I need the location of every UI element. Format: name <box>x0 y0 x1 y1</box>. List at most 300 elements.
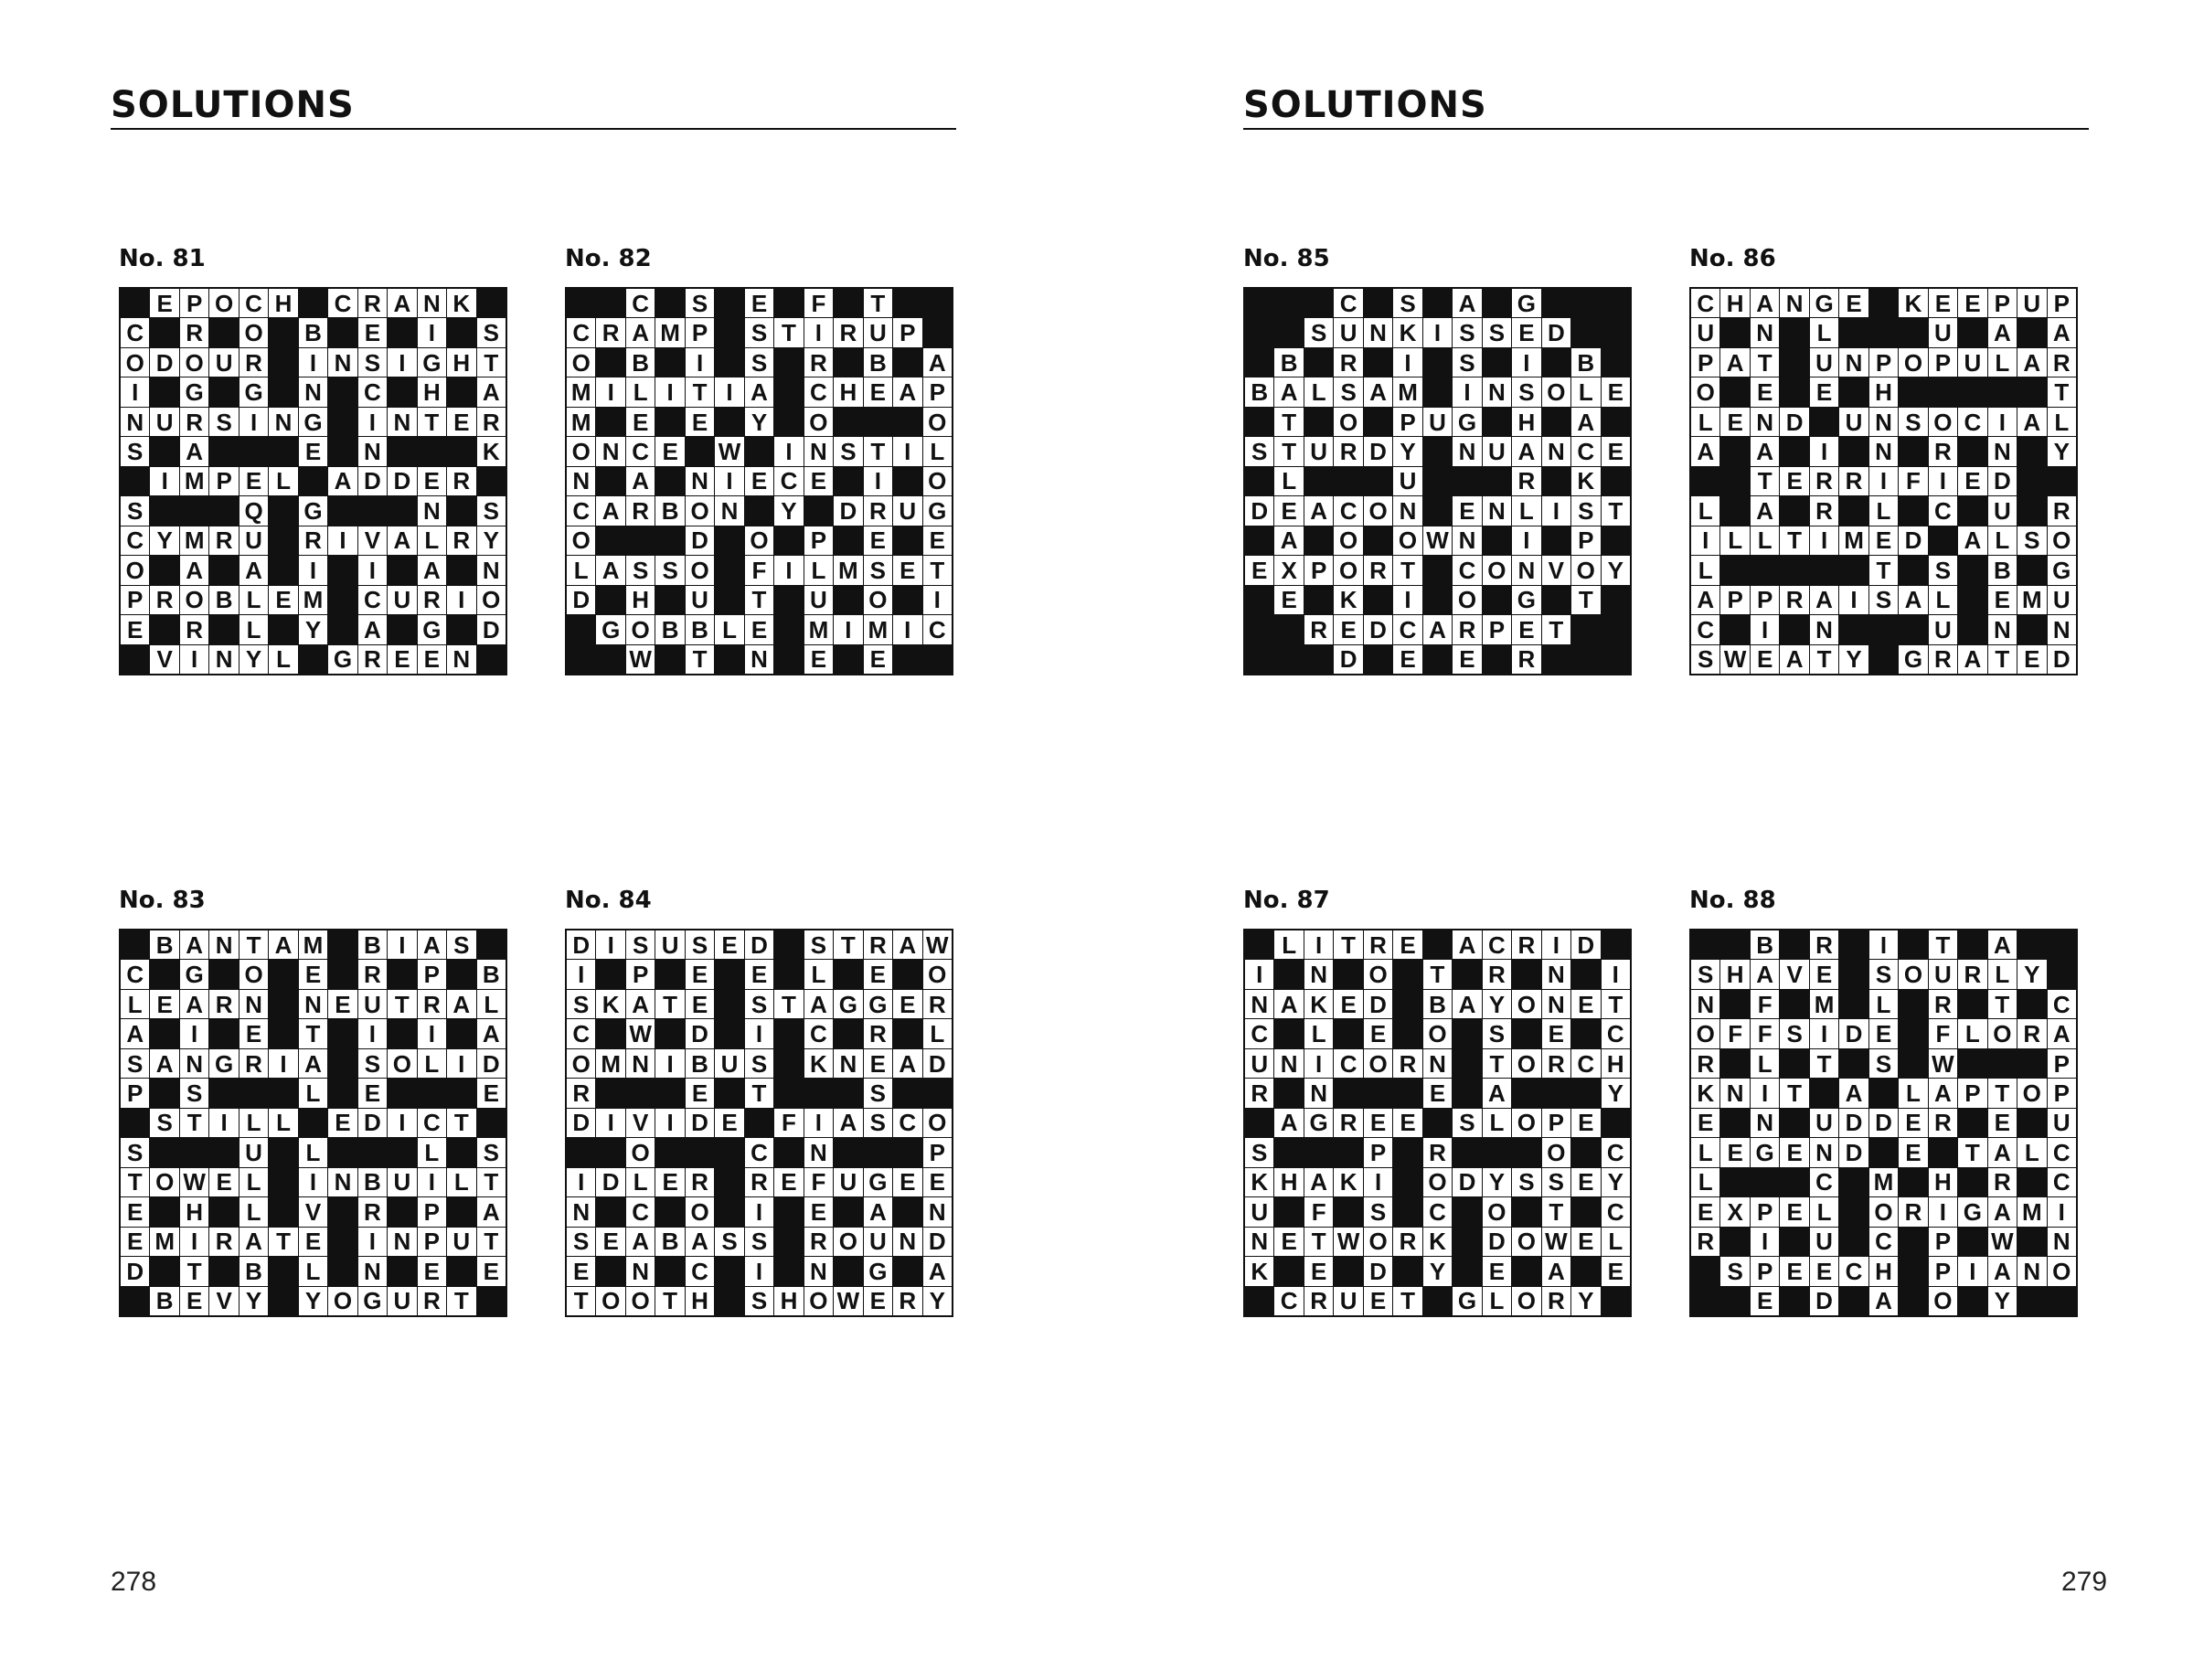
letter-cell: T <box>1988 645 2017 674</box>
letter-cell: T <box>1988 990 2017 1018</box>
letter-cell: O <box>804 408 833 436</box>
letter-cell: C <box>418 1109 446 1137</box>
letter-cell: Y <box>745 408 773 436</box>
letter-cell: C <box>1571 437 1600 465</box>
letter-cell: A <box>269 930 297 959</box>
letter-cell: O <box>1334 556 1362 584</box>
black-square <box>1899 1228 1927 1256</box>
letter-cell: A <box>1988 1197 2017 1226</box>
black-square <box>1839 615 1868 643</box>
letter-cell: O <box>923 1109 952 1137</box>
black-square <box>1958 377 1986 406</box>
black-square <box>655 1257 684 1285</box>
letter-cell: S <box>1304 318 1333 346</box>
letter-cell: T <box>1542 615 1570 643</box>
letter-cell: L <box>240 1197 268 1226</box>
black-square <box>1393 1138 1421 1166</box>
letter-cell: T <box>864 289 892 317</box>
letter-cell: U <box>1483 437 1511 465</box>
letter-cell: A <box>418 930 446 959</box>
black-square <box>1423 467 1452 495</box>
black-square <box>774 615 803 643</box>
black-square <box>150 1138 178 1166</box>
letter-cell: N <box>2017 1257 2046 1285</box>
black-square <box>447 1197 475 1226</box>
letter-cell: S <box>567 1228 595 1256</box>
letter-cell: A <box>180 930 208 959</box>
crossword-grid <box>1689 929 2078 1317</box>
letter-cell: O <box>686 496 714 525</box>
letter-cell: V <box>626 1109 655 1137</box>
letter-cell: F <box>1720 1019 1749 1047</box>
letter-cell: C <box>804 377 833 406</box>
black-square <box>1542 645 1570 674</box>
letter-cell: E <box>804 1197 833 1226</box>
black-square <box>1780 556 1808 584</box>
letter-cell: O <box>686 556 714 584</box>
black-square <box>804 496 833 525</box>
black-square <box>358 1138 387 1166</box>
letter-cell: R <box>447 526 475 555</box>
black-square <box>774 1138 803 1166</box>
black-square <box>1899 1257 1927 1285</box>
black-square <box>1274 289 1303 317</box>
black-square <box>1780 1228 1808 1256</box>
black-square <box>477 289 506 317</box>
letter-cell: U <box>1334 1287 1362 1315</box>
letter-cell: A <box>1483 1079 1511 1107</box>
letter-cell: A <box>180 437 208 465</box>
letter-cell: I <box>1810 437 1838 465</box>
letter-cell: D <box>567 1109 595 1137</box>
letter-cell: O <box>1512 1228 1540 1256</box>
black-square <box>1423 645 1452 674</box>
letter-cell: E <box>686 990 714 1018</box>
black-square <box>1720 930 1749 959</box>
letter-cell: O <box>150 1168 178 1196</box>
black-square <box>150 318 178 346</box>
letter-cell: N <box>240 990 268 1018</box>
black-square <box>715 348 743 377</box>
black-square <box>209 556 238 584</box>
black-square <box>715 408 743 436</box>
black-square <box>1245 318 1273 346</box>
letter-cell: O <box>1691 377 1719 406</box>
letter-cell: U <box>240 526 268 555</box>
letter-cell: P <box>686 318 714 346</box>
black-square <box>1571 1138 1600 1166</box>
letter-cell: B <box>150 1287 178 1315</box>
black-square <box>1571 615 1600 643</box>
letter-cell: S <box>1364 1197 1392 1226</box>
letter-cell: R <box>1334 1109 1362 1137</box>
letter-cell: G <box>596 615 624 643</box>
black-square <box>1512 1138 1540 1166</box>
letter-cell: E <box>1720 1138 1749 1166</box>
letter-cell: U <box>2048 586 2076 614</box>
letter-cell: E <box>240 1019 268 1047</box>
letter-cell: B <box>655 615 684 643</box>
black-square <box>299 467 327 495</box>
letter-cell: P <box>180 289 208 317</box>
letter-cell: S <box>1512 377 1540 406</box>
black-square <box>180 496 208 525</box>
letter-cell: M <box>1393 377 1421 406</box>
black-square <box>1393 1257 1421 1285</box>
black-square <box>180 1138 208 1166</box>
letter-cell: R <box>567 1079 595 1107</box>
letter-cell: A <box>477 1019 506 1047</box>
letter-cell: P <box>418 1197 446 1226</box>
letter-cell: T <box>1780 526 1808 555</box>
black-square <box>1512 960 1540 988</box>
black-square <box>1274 960 1303 988</box>
letter-cell: U <box>864 1228 892 1256</box>
black-square <box>1602 408 1630 436</box>
letter-cell: E <box>1274 496 1303 525</box>
letter-cell: E <box>864 1287 892 1315</box>
black-square <box>328 1257 357 1285</box>
letter-cell: U <box>715 1049 743 1078</box>
letter-cell: G <box>1899 645 1927 674</box>
black-square <box>804 1079 833 1107</box>
letter-cell: U <box>388 1168 416 1196</box>
black-square <box>774 930 803 959</box>
black-square <box>864 408 892 436</box>
letter-cell: P <box>2048 289 2076 317</box>
black-square <box>269 348 297 377</box>
black-square <box>686 437 714 465</box>
black-square <box>328 1049 357 1078</box>
letter-cell: N <box>1245 1228 1273 1256</box>
letter-cell: H <box>180 1197 208 1226</box>
letter-cell: W <box>1334 1228 1362 1256</box>
letter-cell: E <box>1274 1228 1303 1256</box>
black-square <box>121 467 149 495</box>
black-square <box>596 348 624 377</box>
letter-cell: P <box>2048 1049 2076 1078</box>
letter-cell: E <box>745 615 773 643</box>
letter-cell: L <box>1274 467 1303 495</box>
letter-cell: I <box>180 645 208 674</box>
letter-cell: A <box>2048 318 2076 346</box>
letter-cell: S <box>1869 960 1898 988</box>
letter-cell: I <box>1512 526 1540 555</box>
letter-cell: M <box>299 586 327 614</box>
letter-cell: P <box>1958 1079 1986 1107</box>
black-square <box>715 1287 743 1315</box>
letter-cell: L <box>1571 377 1600 406</box>
letter-cell: T <box>1602 496 1630 525</box>
letter-cell: R <box>1929 645 1957 674</box>
black-square <box>834 348 862 377</box>
letter-cell: V <box>299 1197 327 1226</box>
letter-cell: G <box>358 1287 387 1315</box>
black-square <box>447 556 475 584</box>
letter-cell: I <box>358 1228 387 1256</box>
letter-cell: I <box>299 556 327 584</box>
letter-cell: O <box>209 289 238 317</box>
black-square <box>715 526 743 555</box>
letter-cell: N <box>567 467 595 495</box>
black-square <box>1720 1109 1749 1137</box>
black-square <box>1691 1287 1719 1315</box>
letter-cell: I <box>655 1049 684 1078</box>
letter-cell: E <box>1602 377 1630 406</box>
letter-cell: Y <box>150 526 178 555</box>
letter-cell: Y <box>1483 990 1511 1018</box>
letter-cell: R <box>864 496 892 525</box>
letter-cell: R <box>1334 348 1362 377</box>
black-square <box>596 645 624 674</box>
letter-cell: N <box>418 496 446 525</box>
letter-cell: A <box>1304 1168 1333 1196</box>
letter-cell: K <box>1423 1228 1452 1256</box>
letter-cell: H <box>834 377 862 406</box>
letter-cell: L <box>1304 377 1333 406</box>
letter-cell: N <box>567 1197 595 1226</box>
black-square <box>1720 437 1749 465</box>
black-square <box>209 1257 238 1285</box>
letter-cell: R <box>1512 930 1540 959</box>
letter-cell: H <box>774 1287 803 1315</box>
letter-cell: C <box>923 615 952 643</box>
black-square <box>2048 960 2076 988</box>
black-square <box>1691 930 1719 959</box>
black-square <box>596 1019 624 1047</box>
black-square <box>1483 645 1511 674</box>
letter-cell: T <box>923 556 952 584</box>
black-square <box>596 1138 624 1166</box>
letter-cell: S <box>1393 289 1421 317</box>
letter-cell: U <box>150 408 178 436</box>
black-square <box>209 1079 238 1107</box>
letter-cell: R <box>1542 1049 1570 1078</box>
letter-cell: D <box>596 1168 624 1196</box>
letter-cell: N <box>1245 990 1273 1018</box>
letter-cell: B <box>1751 930 1779 959</box>
letter-cell: Y <box>1602 556 1630 584</box>
puzzle-label: No. 88 <box>1689 887 1776 914</box>
letter-cell: I <box>269 1049 297 1078</box>
black-square <box>1245 615 1273 643</box>
letter-cell: V <box>358 526 387 555</box>
black-square <box>1304 467 1333 495</box>
letter-cell: R <box>209 526 238 555</box>
letter-cell: O <box>121 348 149 377</box>
letter-cell: O <box>923 960 952 988</box>
black-square <box>150 1197 178 1226</box>
letter-cell: O <box>2017 1079 2046 1107</box>
black-square <box>1988 1049 2017 1078</box>
black-square <box>1304 408 1333 436</box>
letter-cell: N <box>804 1257 833 1285</box>
letter-cell: I <box>715 377 743 406</box>
letter-cell: O <box>1899 960 1927 988</box>
black-square <box>1542 526 1570 555</box>
letter-cell: W <box>1988 1228 2017 1256</box>
letter-cell: Y <box>923 1287 952 1315</box>
black-square <box>774 586 803 614</box>
black-square <box>596 408 624 436</box>
black-square <box>596 289 624 317</box>
letter-cell: U <box>1304 437 1333 465</box>
black-square <box>328 1138 357 1166</box>
letter-cell: T <box>447 1287 475 1315</box>
letter-cell: C <box>804 1019 833 1047</box>
black-square <box>299 289 327 317</box>
black-square <box>2017 990 2046 1018</box>
letter-cell: C <box>1571 1049 1600 1078</box>
letter-cell: N <box>1691 990 1719 1018</box>
black-square <box>1571 1019 1600 1047</box>
letter-cell: R <box>358 645 387 674</box>
letter-cell: B <box>1988 556 2017 584</box>
black-square <box>447 1079 475 1107</box>
black-square <box>1602 348 1630 377</box>
black-square <box>1274 1197 1303 1226</box>
black-square <box>1423 586 1452 614</box>
letter-cell: T <box>1274 437 1303 465</box>
letter-cell: R <box>1393 1049 1421 1078</box>
letter-cell: E <box>804 645 833 674</box>
letter-cell: D <box>1364 437 1392 465</box>
letter-cell: Y <box>2017 960 2046 988</box>
letter-cell: D <box>150 348 178 377</box>
black-square <box>1542 467 1570 495</box>
letter-cell: O <box>1423 1019 1452 1047</box>
black-square <box>655 586 684 614</box>
black-square <box>1958 1228 1986 1256</box>
letter-cell: S <box>1483 1019 1511 1047</box>
black-square <box>1245 289 1273 317</box>
letter-cell: I <box>893 437 921 465</box>
letter-cell: N <box>1810 615 1838 643</box>
letter-cell: I <box>240 408 268 436</box>
black-square <box>596 586 624 614</box>
black-square <box>1691 1257 1719 1285</box>
letter-cell: Y <box>477 526 506 555</box>
letter-cell: C <box>2048 1168 2076 1196</box>
black-square <box>150 437 178 465</box>
letter-cell: E <box>1869 1019 1898 1047</box>
letter-cell: I <box>804 1109 833 1137</box>
letter-cell: C <box>626 1197 655 1226</box>
letter-cell: H <box>686 1287 714 1315</box>
letter-cell: R <box>893 1287 921 1315</box>
letter-cell: N <box>745 645 773 674</box>
black-square <box>1483 408 1511 436</box>
black-square <box>269 526 297 555</box>
letter-cell: L <box>626 1168 655 1196</box>
letter-cell: E <box>1988 1109 2017 1137</box>
letter-cell: K <box>1304 990 1333 1018</box>
letter-cell: D <box>1245 496 1273 525</box>
black-square <box>1304 586 1333 614</box>
letter-cell: L <box>1691 556 1719 584</box>
black-square <box>1423 289 1452 317</box>
black-square <box>477 930 506 959</box>
black-square <box>447 437 475 465</box>
letter-cell: E <box>1393 645 1421 674</box>
letter-cell: A <box>1988 1257 2017 1285</box>
letter-cell: S <box>2017 526 2046 555</box>
letter-cell: C <box>626 437 655 465</box>
letter-cell: A <box>626 467 655 495</box>
black-square <box>834 1079 862 1107</box>
letter-cell: E <box>567 1257 595 1285</box>
letter-cell: W <box>923 930 952 959</box>
black-square <box>1780 1168 1808 1196</box>
letter-cell: E <box>1542 1019 1570 1047</box>
black-square <box>1453 1197 1481 1226</box>
crossword-grid <box>119 929 507 1317</box>
letter-cell: L <box>1483 1109 1511 1137</box>
letter-cell: P <box>626 960 655 988</box>
letter-cell: A <box>893 377 921 406</box>
letter-cell: O <box>1423 1168 1452 1196</box>
black-square <box>1512 1257 1540 1285</box>
letter-cell: U <box>388 1287 416 1315</box>
letter-cell: A <box>1453 990 1481 1018</box>
letter-cell: L <box>1810 318 1838 346</box>
letter-cell: R <box>180 318 208 346</box>
black-square <box>715 1019 743 1047</box>
black-square <box>1274 1257 1303 1285</box>
letter-cell: D <box>477 615 506 643</box>
letter-cell: T <box>567 1287 595 1315</box>
black-square <box>1364 586 1392 614</box>
black-square <box>715 318 743 346</box>
black-square <box>567 289 595 317</box>
letter-cell: E <box>774 1168 803 1196</box>
black-square <box>1899 1287 1927 1315</box>
letter-cell: N <box>447 645 475 674</box>
letter-cell: L <box>1988 526 2017 555</box>
letter-cell: A <box>1929 1079 1957 1107</box>
black-square <box>150 556 178 584</box>
letter-cell: O <box>388 1049 416 1078</box>
letter-cell: T <box>477 348 506 377</box>
crossword-grid <box>1689 287 2078 675</box>
black-square <box>1453 1019 1481 1047</box>
letter-cell: E <box>240 467 268 495</box>
letter-cell: N <box>1483 377 1511 406</box>
letter-cell: S <box>1542 1168 1570 1196</box>
letter-cell: C <box>121 318 149 346</box>
letter-cell: S <box>1512 1168 1540 1196</box>
letter-cell: V <box>1542 556 1570 584</box>
black-square <box>1393 1197 1421 1226</box>
letter-cell: A <box>1988 1138 2017 1166</box>
letter-cell: K <box>1691 1079 1719 1107</box>
letter-cell: U <box>1810 1228 1838 1256</box>
letter-cell: G <box>1958 1197 1986 1226</box>
letter-cell: E <box>299 437 327 465</box>
letter-cell: N <box>209 930 238 959</box>
letter-cell: N <box>1423 1049 1452 1078</box>
letter-cell: T <box>180 1109 208 1137</box>
black-square <box>1810 408 1838 436</box>
letter-cell: I <box>655 1109 684 1137</box>
letter-cell: T <box>1571 586 1600 614</box>
letter-cell: R <box>1423 1138 1452 1166</box>
letter-cell: D <box>1364 1257 1392 1285</box>
black-square <box>1334 467 1362 495</box>
letter-cell: D <box>1542 318 1570 346</box>
letter-cell: L <box>1869 496 1898 525</box>
letter-cell: G <box>864 1257 892 1285</box>
